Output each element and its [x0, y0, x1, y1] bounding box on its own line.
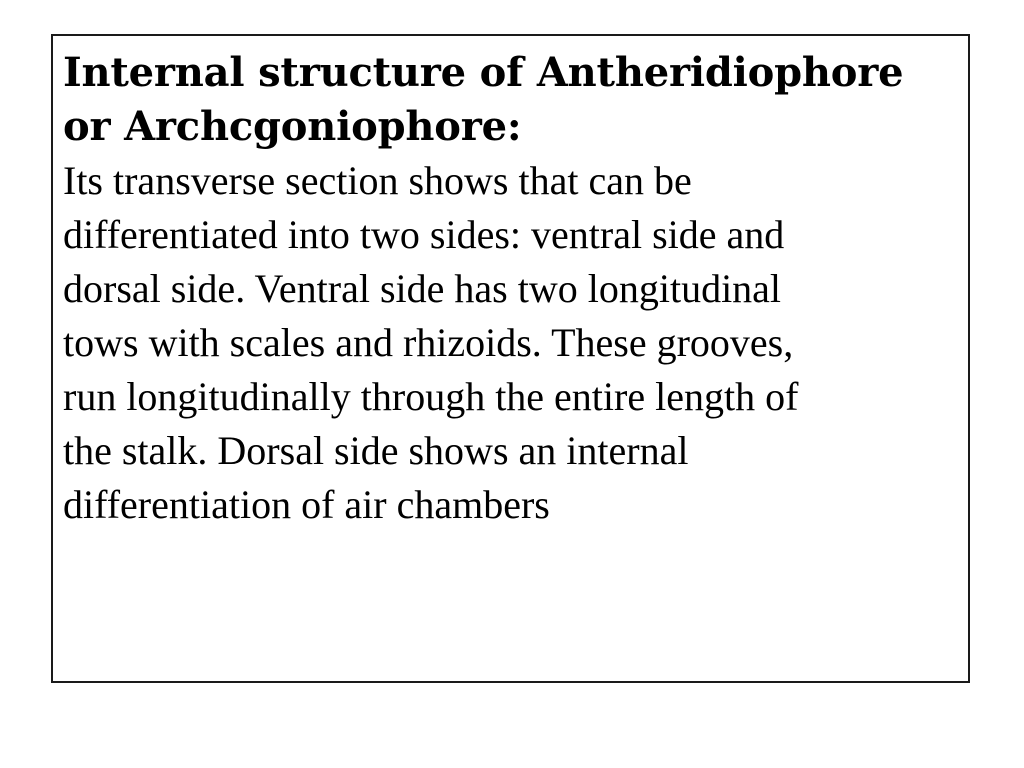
body-line: the stalk. Dorsal side shows an internal: [63, 428, 689, 473]
body-line: tows with scales and rhizoids. These grooves,: [63, 320, 794, 365]
body-line: Its transverse section shows that can be: [63, 158, 692, 203]
slide-frame: [51, 34, 970, 683]
slide-body-text: [63, 154, 954, 532]
slide-content: [63, 46, 954, 532]
body-line: run longitudinally through the entire length of: [63, 374, 799, 419]
title-line: Internal structure of Antheridiophore: [63, 49, 904, 96]
body-line: dorsal side. Ventral side has two longitudinal: [63, 266, 782, 311]
slide-title: [63, 46, 954, 154]
body-line: differentiated into two sides: ventral side and: [63, 212, 785, 257]
body-line: differentiation of air chambers: [63, 482, 550, 527]
title-line: or Archcgoniophore:: [63, 103, 522, 150]
